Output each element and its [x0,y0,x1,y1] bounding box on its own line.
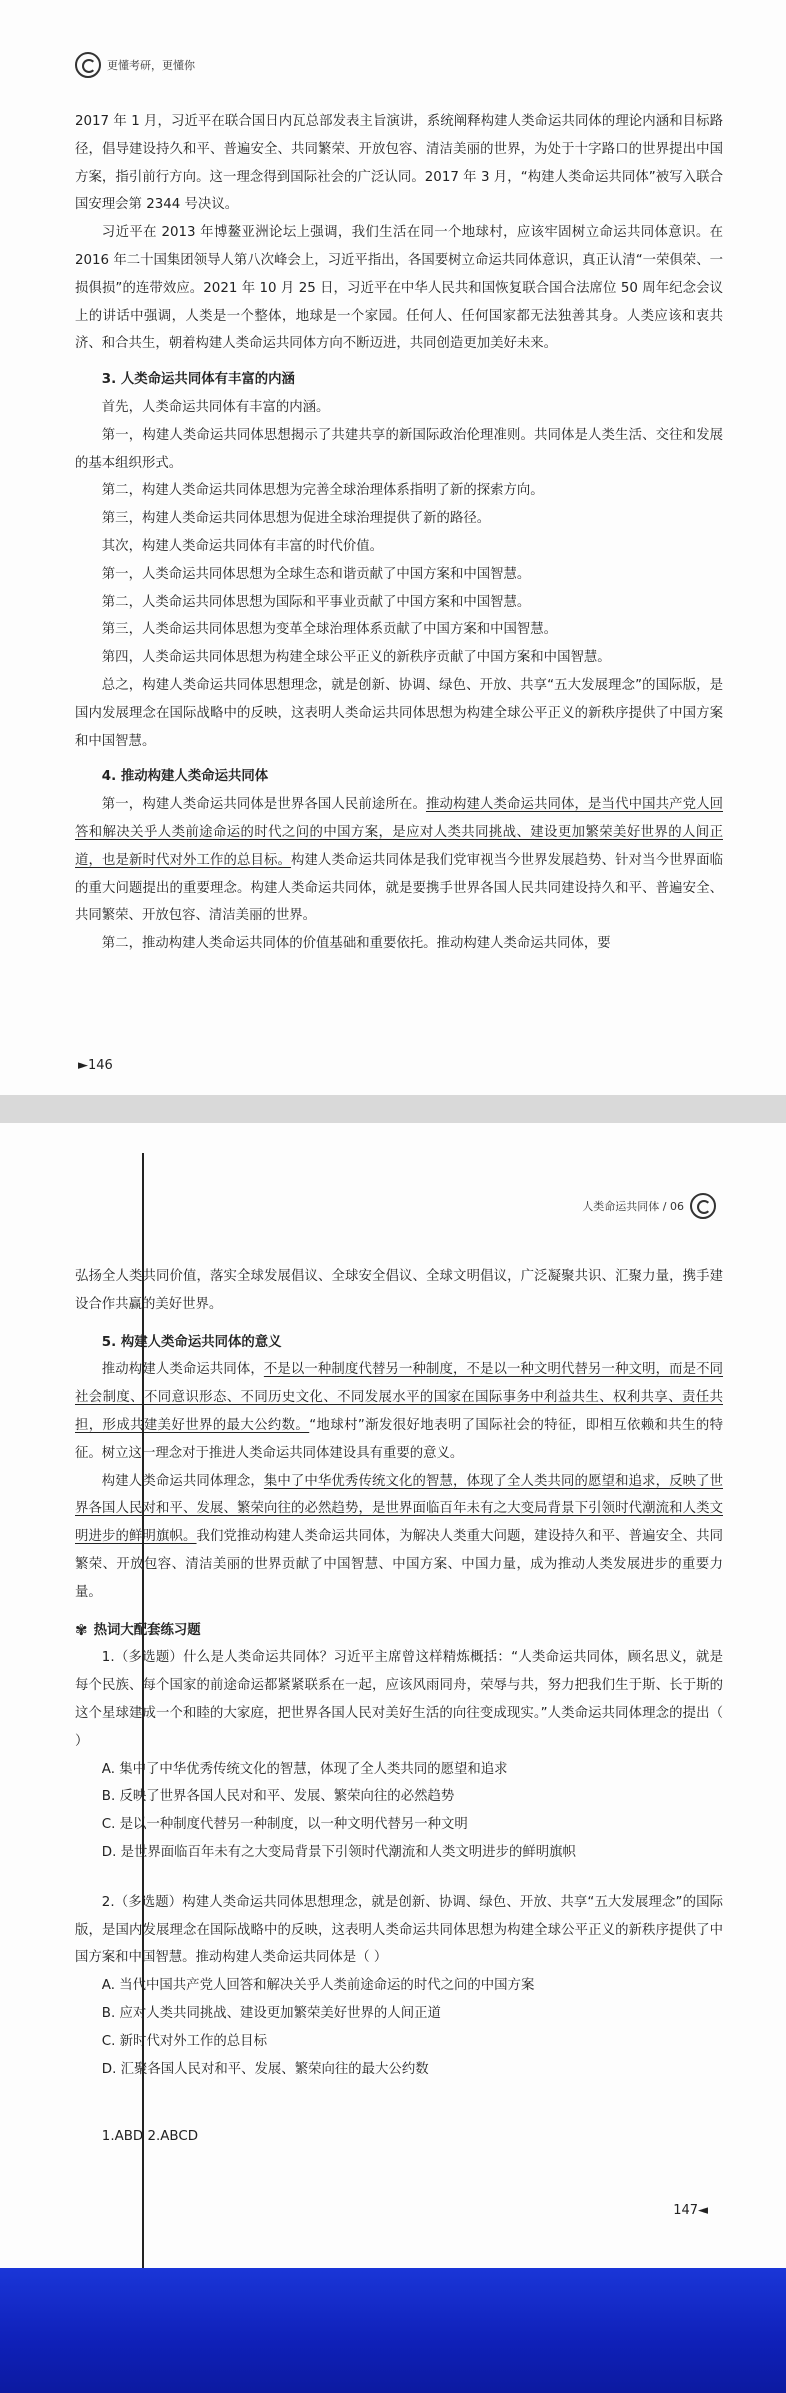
underlined-text: 推动构建人类命运共同体，是当代中国共产党人回答和解决关乎人类前途命运的时代之问的中国方案，是应对人类共同挑战、建设更加繁荣美好世界的人间正道，也是新时代对外工作的总目标。 [75,797,724,868]
paragraph: 第四，人类命运共同体思想为构建全球公平正义的新秩序贡献了中国方案和中国智慧。 [101,650,611,666]
paragraph: 第三，人类命运共同体思想为变革全球治理体系贡献了中国方案和中国智慧。 [101,622,558,638]
option: B. 应对人类共同挑战、建设更加繁荣美好世界的人间正道 [101,2005,441,2021]
paragraph: 第一，构建人类命运共同体思想揭示了共建共享的新国际政治伦理准则。共同体是人类生活、交往和发展的基本组织形式。 [75,427,723,471]
underlined-text: 集中了中华优秀传统文化的智慧，体现了全人类共同的愿望和追求，反映了世界各国人民对和平、发展、繁荣向往的必然趋势，是世界面临百年未有之大变局背景下引领时代潮流和人类文明进步的鲜明旗帜。 [75,1473,724,1545]
option: A. 集中了中华优秀传统文化的智慧，体现了全人类共同的愿望和追求 [101,1761,508,1777]
page-number: ►146 [78,1058,113,1073]
paragraph: 其次，构建人类命运共同体有丰富的时代价值。 [101,538,383,554]
paragraph: 习近平在 2013 年博鳌亚洲论坛上强调，我们生活在同一个地球村，应该牢固树立命运共同体意识。在 2016 年二十国集团领导人第八次峰会上，习近平指出，各国要树立命运共同体意识，真正认清“一荣俱荣、一损俱损”的连带效应。2021 年 10 月 25 日，习近平在中华人民共和国恢复联合国合法席位 50 周年纪念会议上的讲话中强调，人类是一个整体，地球是一个家园。任何人、任何国家都无法独善其身。人类应该和衷共济、和合共生，朝着构建人类命运共同体方向不断迈进，共同创造更加美好未来。 [75,225,723,352]
question: 2.（多选题）构建人类命运共同体思想理念，就是创新、协调、绿色、开放、共享“五大发展理念”的国际版，是国内发展理念在国际战略中的反映，这表明人类命运共同体思想为构建全球公平正义的新秩序提供了中国方案和中国智慧。推动构建人类命运共同体是（ ） [75,1894,723,1966]
page2-body [75,1263,723,2151]
page1-body [75,108,723,958]
paragraph: 第二，构建人类命运共同体思想为完善全球治理体系指明了新的探索方向。 [101,483,544,499]
option: B. 反映了世界各国人民对和平、发展、繁荣向往的必然趋势 [101,1789,455,1805]
header-title: 人类命运共同体 / 06 [582,1200,684,1213]
paragraph: 首先，人类命运共同体有丰富的内涵。 [101,399,330,415]
exercise-title: 热词大配套练习题 [93,1622,201,1638]
option: D. 汇聚各国人民对和平、发展、繁荣向往的最大公约数 [101,2061,429,2077]
section-title: 5. 构建人类命运共同体的意义 [101,1334,282,1350]
text-run: 推动构建人类命运共同体， [101,1362,264,1378]
option: A. 当代中国共产党人回答和解决关乎人类前途命运的时代之问的中国方案 [101,1978,535,1994]
brand-logo-icon [75,52,101,78]
paragraph: 总之，构建人类命运共同体思想理念，就是创新、协调、绿色、开放、共享“五大发展理念”的国际版，是国内发展理念在国际战略中的反映，这表明人类命运共同体思想为构建全球公平正义的新秩序提供了中国方案和中国智慧。 [75,677,723,749]
paragraph: 2017 年 1 月，习近平在联合国日内瓦总部发表主旨演讲，系统阐释构建人类命运共同体的理论内涵和目标路径，倡导建设持久和平、普遍安全、共同繁荣、开放包容、清洁美丽的世界，为处于十字路口的世界提出中国方案，指引前行方向。这一理念得到国际社会的广泛认同。2017 年 3 月，“构建人类命运共同体”被写入联合国安理会第 2344 号决议。 [75,114,723,213]
exercise-header [75,1617,723,1645]
answer-key: 1.ABD 2.ABCD [101,2129,199,2145]
blue-background-band [0,2268,786,2393]
text-run: “地球村”渐发很好地表明了国际社会的特征，即相互依赖和共生的特征。树立这一理念对于推进人类命运共同体建设具有重要的意义。 [75,1417,724,1461]
paragraph [75,1356,723,1467]
page-gap [0,1095,786,1123]
section-title: 3. 人类命运共同体有丰富的内涵 [101,372,295,388]
paragraph: 第二，人类命运共同体思想为国际和平事业贡献了中国方案和中国智慧。 [101,594,531,610]
underlined-text: 不是以一种制度代替另一种制度，不是以一种文明代替另一种文明，而是不同社会制度、不同意识形态、不同历史文化、不同发展水平的国家在国际事务中利益共生、权利共享、责任共担，形成共建美好世界的最大公约数。 [75,1362,724,1433]
text-run: 第一，构建人类命运共同体是世界各国人民前途所在。 [101,797,426,813]
page-number: 147◄ [673,2203,708,2218]
paragraph: 第二，推动构建人类命运共同体的价值基础和重要依托。推动构建人类命运共同体，要 [101,936,611,952]
paragraph [75,791,723,930]
page-header [582,1193,716,1219]
header-title: 更懂考研，更懂你 [107,59,195,72]
option: C. 是以一种制度代替另一种制度，以一种文明代替另一种文明 [101,1817,468,1833]
paragraph: 第三，构建人类命运共同体思想为促进全球治理提供了新的路径。 [101,511,491,527]
paragraph [75,1468,723,1607]
page-147 [0,1123,786,2268]
page-header [75,52,195,78]
section-title: 4. 推动构建人类命运共同体 [101,769,269,785]
page-146 [0,0,786,1095]
paragraph: 弘扬全人类共同价值，落实全球发展倡议、全球安全倡议、全球文明倡议，广泛凝聚共识、汇聚力量，携手建设合作共赢的美好世界。 [75,1269,723,1312]
option: C. 新时代对外工作的总目标 [101,2033,267,2049]
brand-logo-icon [690,1193,716,1219]
flower-icon: ✾ [75,1620,88,1639]
text-run: 构建人类命运共同体理念， [101,1473,264,1489]
text-run: 我们党推动构建人类命运共同体，为解决人类重大问题，建设持久和平、普遍安全、共同繁荣、开放包容、清洁美丽的世界贡献了中国智慧、中国方案、中国力量，成为推动人类发展进步的重要力量。 [75,1529,724,1600]
text-run: 构建人类命运共同体是我们党审视当今世界发展趋势、针对当今世界面临的重大问题提出的重要理念。构建人类命运共同体，就是要携手世界各国人民共同建设持久和平、普遍安全、共同繁荣、开放包容、清洁美丽的世界。 [75,852,724,924]
question: 1.（多选题）什么是人类命运共同体？习近平主席曾这样精炼概括：“人类命运共同体，顾名思义，就是每个民族、每个国家的前途命运都紧紧联系在一起，应该风雨同舟，荣辱与共，努力把我们生于斯、长于斯的这个星球建成一个和睦的大家庭，把世界各国人民对美好生活的向往变成现实。”人类命运共同体理念的提出（ ） [75,1650,723,1749]
paragraph: 第一，人类命运共同体思想为全球生态和谐贡献了中国方案和中国智慧。 [101,566,531,582]
option: D. 是世界面临百年未有之大变局背景下引领时代潮流和人类文明进步的鲜明旗帜 [101,1844,576,1860]
